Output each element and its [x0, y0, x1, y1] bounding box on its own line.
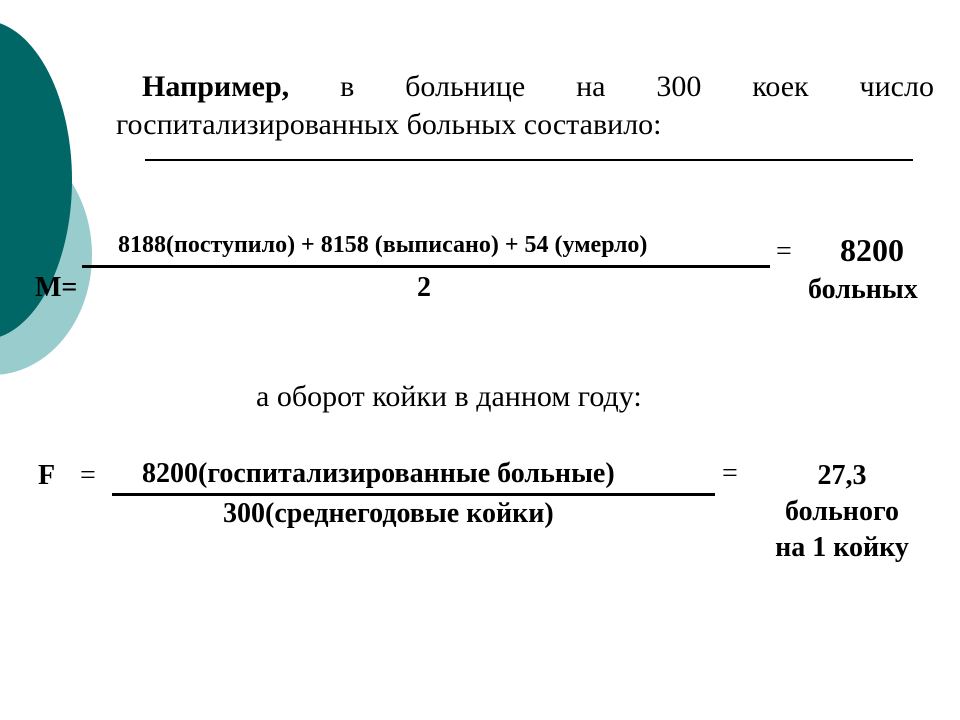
- intro-word: больнице: [405, 70, 526, 103]
- formula-f-numerator: 8200(госпитализированные больные): [142, 458, 615, 489]
- formula-m-label: M=: [35, 272, 78, 303]
- formula-m-numerator: 8188(поступило) + 8158 (выписано) + 54 (умерло): [118, 232, 648, 258]
- horizontal-rule: [145, 159, 913, 161]
- intro-word: на: [576, 70, 606, 103]
- formula-f-equals-left: =: [80, 460, 96, 491]
- intro-line-2: госпитализированных больных составило:: [116, 108, 662, 141]
- formula-m-fraction-line: [82, 265, 770, 268]
- formula-f-result: [752, 458, 932, 566]
- formula-f-label: F: [38, 460, 56, 491]
- intro-word-example: Например,: [142, 70, 290, 103]
- intro-paragraph: [116, 68, 934, 144]
- intro-word: коек: [752, 70, 809, 103]
- formula-f-result-value: 27,3: [817, 460, 867, 491]
- formula-m-denominator: 2: [417, 272, 431, 303]
- formula-f-fraction-line: [112, 493, 715, 496]
- formula-f-result-unit: больного: [785, 496, 899, 527]
- formula-f-denominator: 300(среднегодовые койки): [223, 498, 554, 529]
- intro-line-1: [116, 68, 934, 106]
- intro-word: число: [859, 70, 934, 103]
- turnover-intro-text: а оборот койки в данном году:: [256, 380, 642, 413]
- formula-f-result-per-bed: на 1 койку: [775, 532, 909, 563]
- formula-m-equals: =: [776, 236, 792, 267]
- formula-m-result-unit: больных: [808, 274, 918, 305]
- intro-word-beds-count: 300: [656, 70, 702, 103]
- formula-f-equals-right: =: [722, 458, 738, 489]
- formula-m-result-value: 8200: [840, 232, 904, 268]
- intro-word: в: [340, 70, 355, 103]
